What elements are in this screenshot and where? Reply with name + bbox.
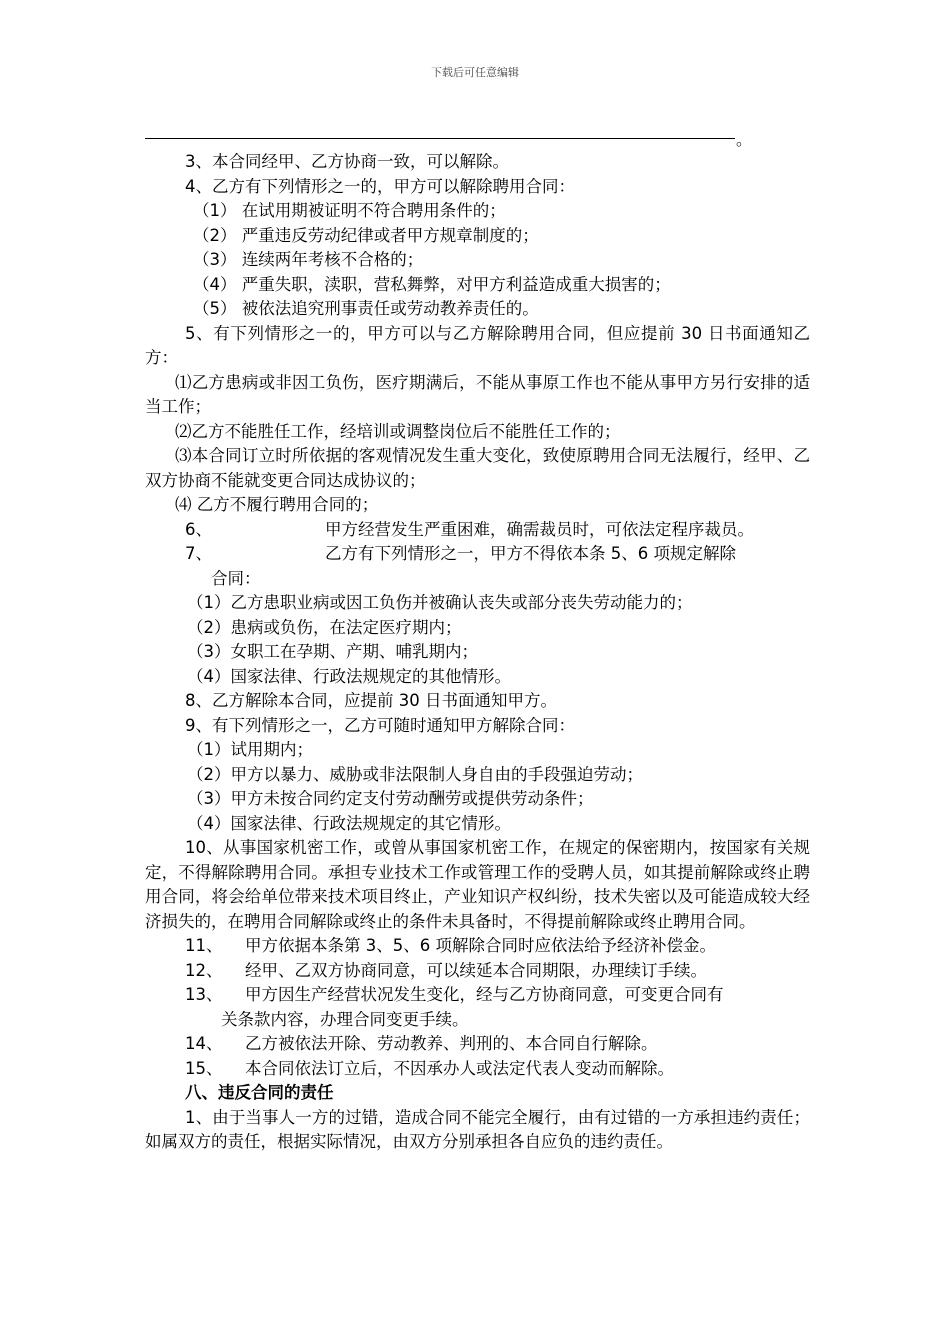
clause-8: 8、乙方解除本合同，应提前 30 日书面通知甲方。 bbox=[185, 691, 557, 710]
clause-7-item: （1）乙方患职业病或因工负伤并被确认丧失或部分丧失劳动能力的； bbox=[187, 593, 693, 612]
clause-13-text: 甲方因生产经营状况发生变化，经与乙方协商同意，可变更合同有 bbox=[245, 985, 724, 1004]
clause-9-item: （2）甲方以暴力、威胁或非法限制人身自由的手段强迫劳动； bbox=[187, 764, 643, 784]
clause-5-item: ⑴乙方患病或非因工负伤，医疗期满后，不能从事原工作也不能从事甲方另行安排的适当工作； bbox=[145, 372, 810, 416]
clause-7-number: 7、 bbox=[185, 544, 212, 563]
clause-15 bbox=[145, 1057, 810, 1082]
clause-7-continuation: 合同： bbox=[211, 568, 261, 588]
clause-11 bbox=[145, 934, 810, 959]
clause-9-item: （4）国家法律、行政法规规定的其它情形。 bbox=[187, 813, 511, 833]
clause-4-item: （3） 连续两年考核不合格的； bbox=[193, 250, 424, 269]
clause-7-text: 乙方有下列情形之一，甲方不得依本条 5、6 项规定解除 bbox=[325, 544, 736, 563]
page-header: 下载后可任意编辑 bbox=[431, 66, 519, 79]
clause-10: 10、从事国家机密工作，或曾从事国家机密工作，在规定的保密期内，按国家有关规定，不得解除聘用合同。承担专业技术工作或管理工作的受聘人员，如其提前解除或终止聘用合同，将会给单位带来技术项目终止，产业知识产权纠纷，技术失密以及可能造成较大经济损失的，在聘用合同解除或终止的条件未具备时，不得提前解除或终止聘用合同。 bbox=[145, 838, 810, 931]
clause-13-continuation: 关条款内容，办理合同变更手续。 bbox=[221, 1009, 469, 1029]
clause-4-item: （4） 严重失职，渎职，营私舞弊，对甲方利益造成重大损害的； bbox=[193, 274, 671, 294]
clause-11-number: 11、 bbox=[185, 936, 223, 955]
clause-7 bbox=[145, 542, 810, 567]
clause-4-item: （5） 被依法追究刑事责任或劳动教养责任的。 bbox=[193, 299, 539, 318]
clause-5-item: ⑶本合同订立时所依据的客观情况发生重大变化，致使原聘用合同无法履行，经甲、乙双方协商不能就变更合同达成协议的； bbox=[145, 446, 810, 490]
clause-4-item: （2） 严重违反劳动纪律或者甲方规章制度的； bbox=[193, 225, 539, 245]
clause-6 bbox=[145, 518, 810, 543]
clause-5-item: ⑵乙方不能胜任工作，经培训或调整岗位后不能胜任工作的； bbox=[175, 421, 621, 441]
top-divider-line bbox=[145, 138, 735, 139]
document-body bbox=[145, 150, 810, 1155]
clause-15-number: 15、 bbox=[185, 1058, 223, 1078]
clause-13 bbox=[145, 983, 810, 1008]
section-8-heading: 八、违反合同的责任 bbox=[185, 1083, 334, 1102]
top-divider-end-mark: 。 bbox=[736, 130, 753, 149]
clause-15-text: 本合同依法订立后，不因承办人或法定代表人变动而解除。 bbox=[245, 1058, 674, 1078]
clause-9-item: （3）甲方未按合同约定支付劳动酬劳或提供劳动条件； bbox=[187, 789, 594, 808]
clause-7-item: （2）患病或负伤，在法定医疗期内； bbox=[187, 617, 462, 637]
clause-7-item: （3）女职工在孕期、产期、哺乳期内； bbox=[187, 642, 478, 661]
clause-6-number: 6、 bbox=[185, 519, 212, 539]
clause-14 bbox=[145, 1032, 810, 1057]
clause-9: 9、有下列情形之一，乙方可随时通知甲方解除合同： bbox=[185, 715, 575, 735]
clause-14-number: 14、 bbox=[185, 1034, 223, 1053]
clause-12-text: 经甲、乙双方协商同意，可以续延本合同期限，办理续订手续。 bbox=[245, 960, 707, 980]
clause-12 bbox=[145, 959, 810, 984]
clause-4-item: （1） 在试用期被证明不符合聘用条件的； bbox=[193, 201, 506, 220]
clause-9-item: （1）试用期内； bbox=[187, 740, 313, 759]
clause-12-number: 12、 bbox=[185, 960, 223, 980]
section-8-paragraph-1: 1、由于当事人一方的过错，造成合同不能完全履行，由有过错的一方承担违约责任；如属双方的责任，根据实际情况，由双方分别承担各自应负的违约责任。 bbox=[145, 1107, 810, 1151]
clause-4: 4、乙方有下列情形之一的，甲方可以解除聘用合同： bbox=[185, 176, 575, 196]
clause-14-text: 乙方被依法开除、劳动教养、判刑的、本合同自行解除。 bbox=[245, 1034, 658, 1053]
clause-5-item: ⑷ 乙方不履行聘用合同的； bbox=[175, 495, 379, 514]
clause-6-text: 甲方经营发生严重困难，确需裁员时，可依法定程序裁员。 bbox=[325, 519, 754, 539]
clause-13-number: 13、 bbox=[185, 985, 223, 1004]
clause-5: 5、有下列情形之一的，甲方可以与乙方解除聘用合同，但应提前 30 日书面通知乙方： bbox=[145, 323, 810, 367]
clause-11-text: 甲方依据本条第 3、5、6 项解除合同时应依法给予经济补偿金。 bbox=[245, 936, 716, 955]
clause-7-item: （4）国家法律、行政法规规定的其他情形。 bbox=[187, 666, 511, 686]
clause-3: 3、本合同经甲、乙方协商一致，可以解除。 bbox=[185, 152, 509, 171]
